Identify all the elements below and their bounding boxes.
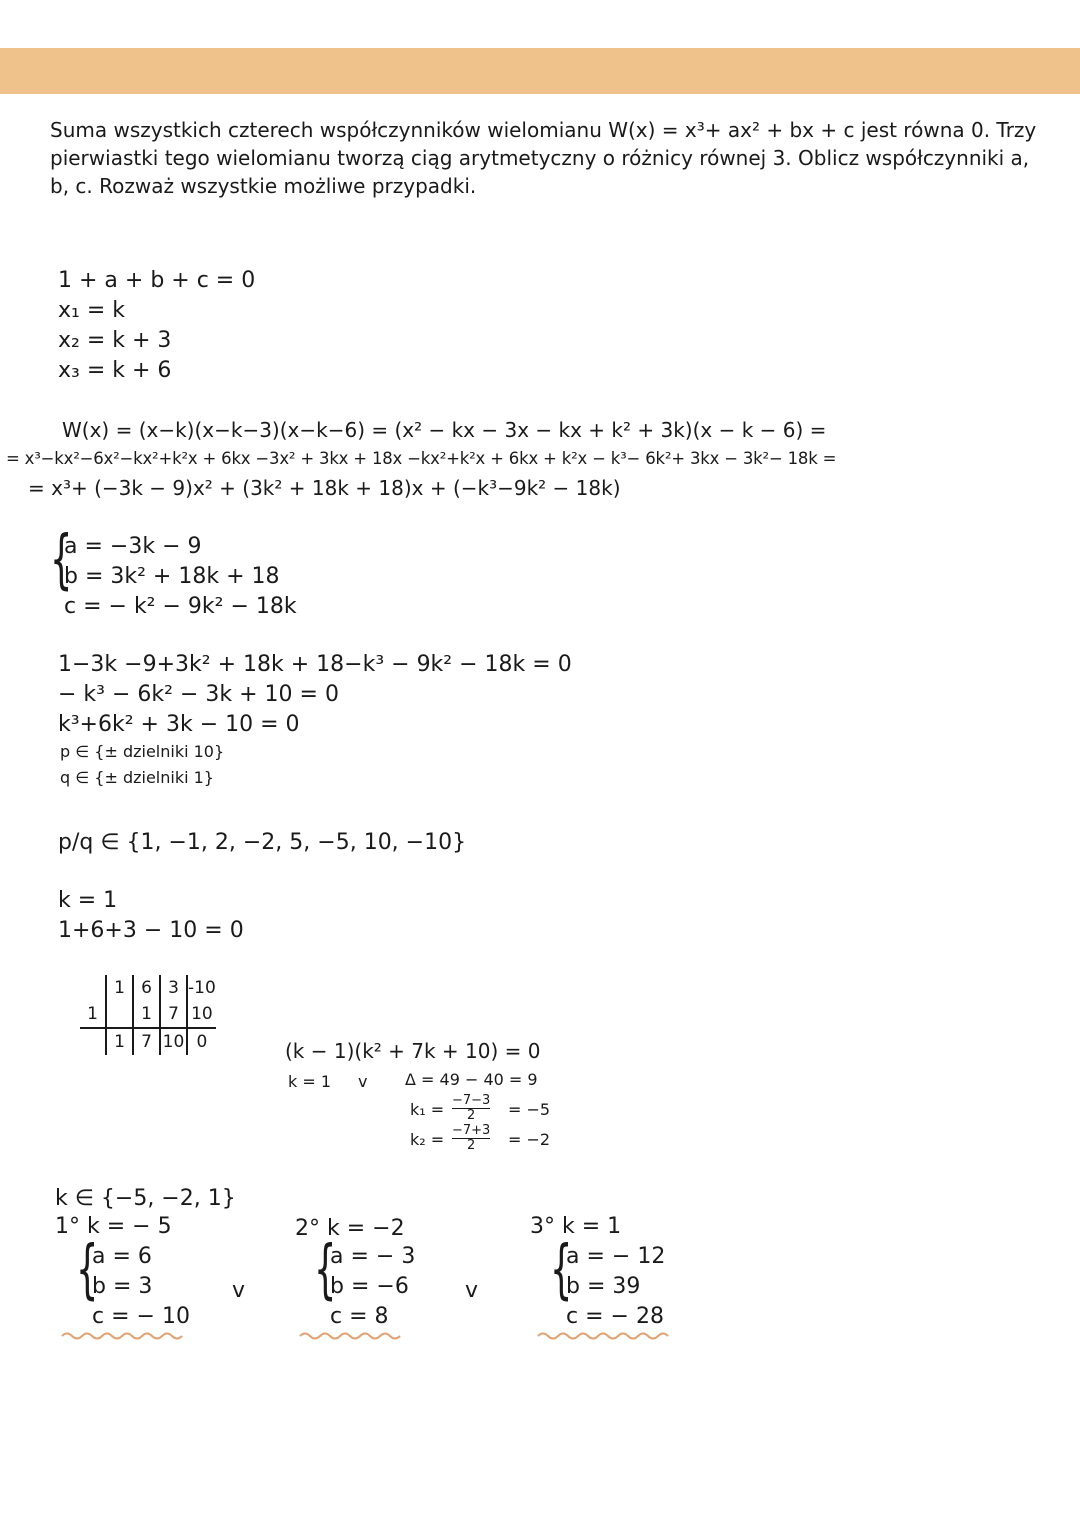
k1-label: k₁ = <box>410 1100 445 1119</box>
case-2-label: 2° k = −2 <box>295 1216 405 1241</box>
case-3-label: 3° k = 1 <box>530 1214 622 1239</box>
k1-value: = −5 <box>508 1100 551 1119</box>
sum-equation: 1 + a + b + c = 0 <box>58 268 256 293</box>
horner-root: 1 <box>87 1004 98 1024</box>
root-x1: x₁ = k <box>58 298 125 323</box>
horner-coef: 6 <box>133 975 160 1001</box>
horner-result: 10 <box>160 1028 187 1055</box>
wavy-underline <box>538 1334 668 1339</box>
horner-result: 0 <box>187 1028 216 1055</box>
system-a: a = −3k − 9 <box>64 534 202 559</box>
horner-middle: 10 <box>187 1001 216 1028</box>
check-sum: 1+6+3 − 10 = 0 <box>58 918 244 943</box>
case-2-b: b = −6 <box>330 1274 409 1299</box>
problem-statement: Suma wszystkich czterech współczynników wielomianu W(x) = x³+ ax² + bx + c jest równa 0. Trzy pierwiastki tego wielomianu tworzą ciąg arytmetyczny o różnicy równej 3. Oblicz współczynniki a, b, c. Rozważ wszystkie możliwe przypadki. <box>50 118 1037 198</box>
wavy-underline <box>300 1334 400 1339</box>
k2-value: = −2 <box>508 1130 551 1149</box>
expansion-line-1: W(x) = (x−k)(x−k−3)(x−k−6) = (x² − kx − 3x − kx + k² + 3k)(x − k − 6) = <box>62 418 827 442</box>
equation-line-3: k³+6k² + 3k − 10 = 0 <box>58 712 300 737</box>
system-brace: { <box>50 523 73 597</box>
k2-denominator: 2 <box>467 1138 476 1153</box>
or-symbol: v <box>465 1278 479 1303</box>
system-c: c = − k² − 9k² − 18k <box>64 594 297 619</box>
equation-line-2: − k³ − 6k² − 3k + 10 = 0 <box>58 682 339 707</box>
root-x3: x₃ = k + 6 <box>58 358 172 383</box>
factored-equation: (k − 1)(k² + 7k + 10) = 0 <box>285 1039 541 1063</box>
divisors-q: q ∈ {± dzielniki 1} <box>60 768 214 787</box>
horner-coef: 1 <box>106 975 133 1001</box>
horner-coef: 3 <box>160 975 187 1001</box>
case-2-a: a = − 3 <box>330 1244 416 1269</box>
k2-numerator: −7+3 <box>452 1123 491 1138</box>
horner-result: 1 <box>106 1028 133 1055</box>
case-3-brace: { <box>550 1233 573 1307</box>
k2-label: k₂ = <box>410 1130 445 1149</box>
root-k1: k = 1 <box>288 1072 332 1091</box>
or-symbol: v <box>232 1278 246 1303</box>
expansion-line-2: = x³−kx²−6x²−kx²+k²x + 6kx −3x² + 3kx + 18x −kx²+k²x + 6kx + k²x − k³− 6k²+ 3kx − 3k²− 18k = <box>6 449 837 468</box>
case-2-c: c = 8 <box>330 1304 389 1329</box>
horner-coef: -10 <box>187 975 216 1001</box>
root-x2: x₂ = k + 3 <box>58 328 172 353</box>
candidate-roots: p/q ∈ {1, −1, 2, −2, 5, −5, 10, −10} <box>58 830 467 855</box>
case-1-label: 1° k = − 5 <box>55 1214 172 1239</box>
horner-result: 7 <box>133 1028 160 1055</box>
divisors-p: p ∈ {± dzielniki 10} <box>60 742 225 761</box>
solution-set: k ∈ {−5, −2, 1} <box>55 1186 236 1211</box>
case-1-c: c = − 10 <box>92 1304 190 1329</box>
case-3-a: a = − 12 <box>566 1244 666 1269</box>
delta: Δ = 49 − 40 = 9 <box>405 1070 538 1089</box>
wavy-underline <box>62 1334 182 1339</box>
case-1-a: a = 6 <box>92 1244 152 1269</box>
case-1-brace: { <box>76 1233 99 1307</box>
case-1-b: b = 3 <box>92 1274 153 1299</box>
horner-middle: 1 <box>133 1001 160 1028</box>
horner-middle: 7 <box>160 1001 187 1028</box>
case-3-c: c = − 28 <box>566 1304 664 1329</box>
or-symbol: v <box>358 1072 368 1091</box>
system-b: b = 3k² + 18k + 18 <box>64 564 280 589</box>
check-k: k = 1 <box>58 888 118 913</box>
expansion-line-3: = x³+ (−3k − 9)x² + (3k² + 18k + 18)x + (−k³−9k² − 18k) <box>28 476 621 500</box>
equation-line-1: 1−3k −9+3k² + 18k + 18−k³ − 9k² − 18k = 0 <box>58 652 572 677</box>
case-2-brace: { <box>314 1233 337 1307</box>
case-3-b: b = 39 <box>566 1274 641 1299</box>
k1-numerator: −7−3 <box>452 1093 491 1108</box>
k1-denominator: 2 <box>467 1108 476 1123</box>
